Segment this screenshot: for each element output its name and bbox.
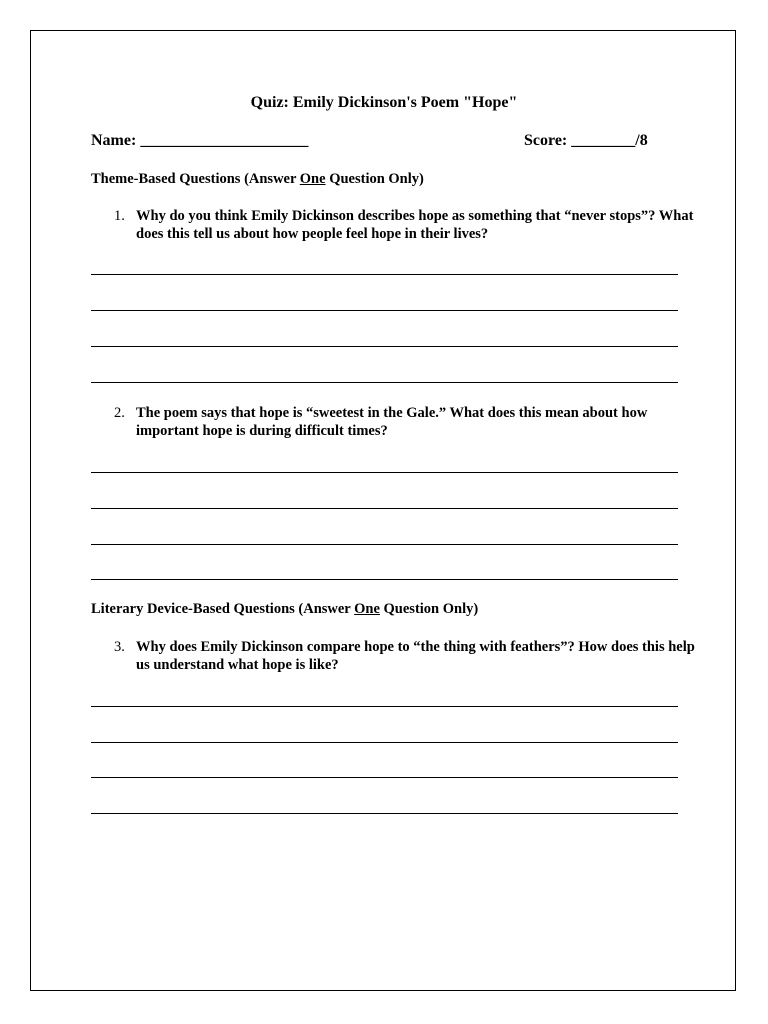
answer-line[interactable]: [91, 382, 678, 383]
answer-line[interactable]: [91, 274, 678, 275]
page-title: Quiz: Emily Dickinson's Poem "Hope": [250, 94, 518, 111]
section-heading-text: Theme-Based Questions (Answer: [91, 171, 300, 187]
question-text: Why does Emily Dickinson compare hope to “the thing with feathers”? How does this help us understand what hope is like?: [136, 639, 695, 673]
section-heading-literary-device: [91, 601, 478, 618]
section-heading-text: Literary Device-Based Questions (Answer: [91, 601, 355, 617]
section-heading-emphasis: One: [299, 171, 326, 187]
answer-line[interactable]: [91, 813, 678, 814]
answer-line[interactable]: [91, 544, 678, 545]
section-heading-emphasis: One: [354, 601, 380, 617]
question-number: 1.: [114, 208, 125, 224]
answer-line[interactable]: [91, 346, 678, 347]
question-number: 3.: [114, 639, 125, 655]
question-text: The poem says that hope is “sweetest in the Gale.” What does this mean about how important hope is during difficult times?: [136, 405, 648, 439]
question-text: Why do you think Emily Dickinson describes hope as something that “never stops”? What does this tell us about how people feel hope in their lives?: [136, 208, 694, 242]
answer-line[interactable]: [91, 579, 678, 580]
answer-line[interactable]: [91, 706, 678, 707]
section-heading-theme: [91, 171, 424, 188]
answer-line[interactable]: [91, 508, 678, 509]
question-number: 2.: [114, 405, 125, 421]
answer-line[interactable]: [91, 742, 678, 743]
section-heading-text: Question Only): [379, 601, 479, 617]
answer-line[interactable]: [91, 310, 678, 311]
section-heading-text: Question Only): [325, 171, 424, 187]
answer-line[interactable]: [91, 472, 678, 473]
answer-line[interactable]: [91, 777, 678, 778]
name-field: Name: _____________________: [91, 132, 309, 149]
score-field: Score: ________/8: [524, 132, 648, 149]
quiz-page: [30, 30, 736, 991]
